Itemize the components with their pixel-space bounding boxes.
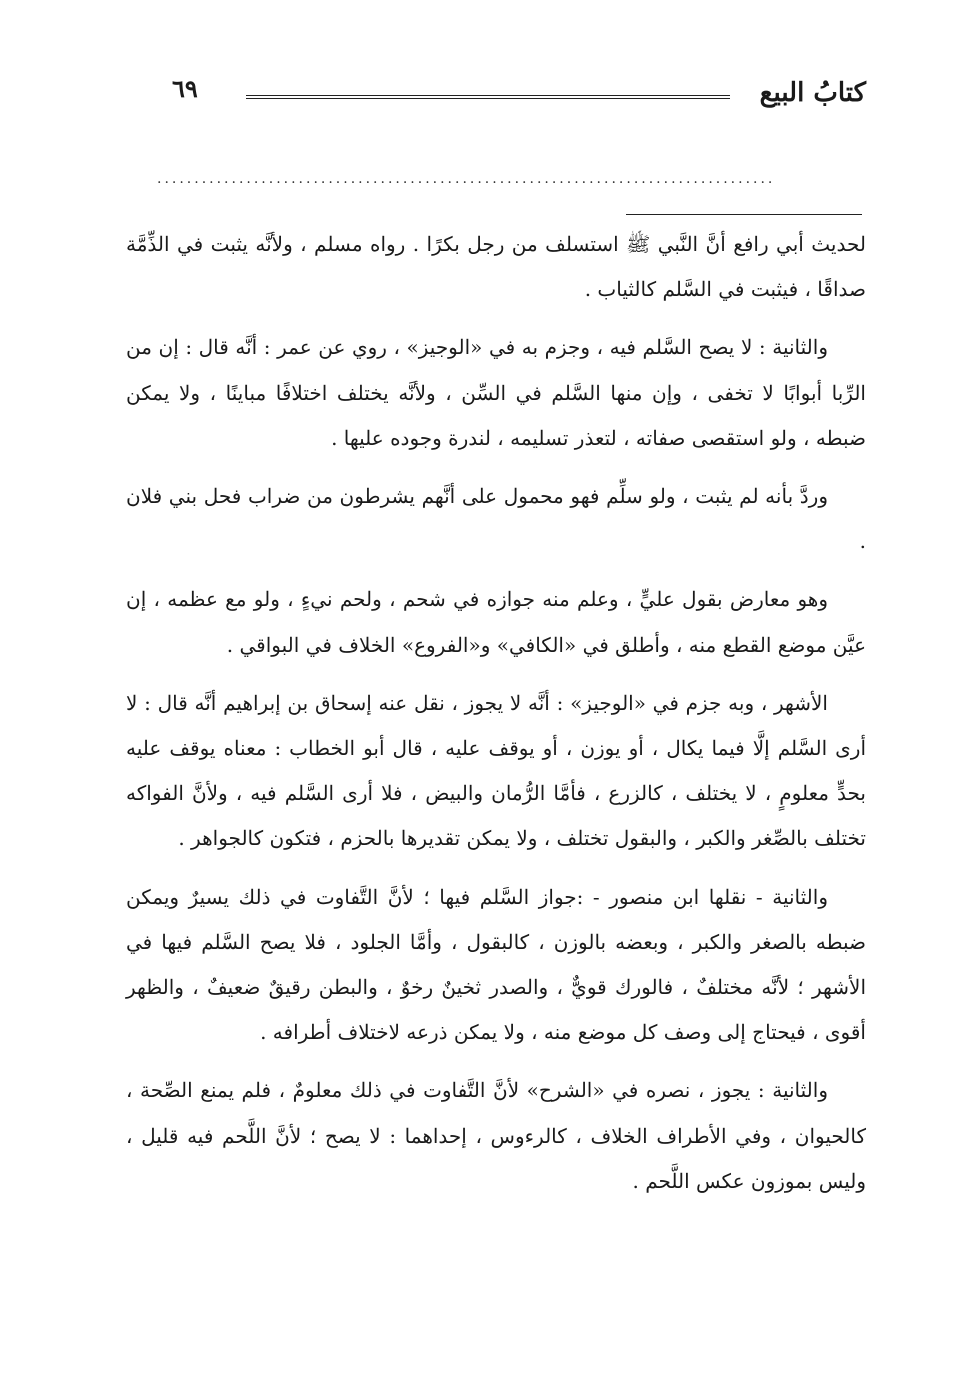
footnote-rule [626, 214, 862, 215]
header-rule [246, 95, 730, 99]
paragraph: والثانية : يجوز ، نصره في «الشرح» لأنَّ التَّفاوت في ذلك معلومٌ ، فلم يمنع الصِّحة ، كالحيوان ، وفي الأطراف الخلاف ، كالرءوس ، إحداهما : لا يصح ؛ لأنَّ اللَّحم فيه قليل ، وليس بموزون عكس اللَّحم . [126, 1078, 866, 1193]
dotted-separator: ................................................................................... [157, 174, 776, 184]
paragraph: لحديث أبي رافع أنَّ النَّبي ﷺ استسلف من رجل بكرًا . رواه مسلم ، ولأنَّه يثبت في الذِّمَّة صداقًا ، فيثبت في السَّلم كالثياب . [126, 232, 866, 302]
book-title: كتابُ البيع [759, 78, 866, 108]
page-header [128, 68, 866, 112]
paragraph: والثانية - نقلها ابن منصور - :جواز السَّلم فيها ؛ لأنَّ التَّفاوت في ذلك يسيرٌ ويمكن ضبطه بالصغر والكبر ، وبعضه بالوزن ، كالبقول ، وأمَّا الجلود ، فلا يصح السَّلم فيها في الأشهر ؛ لأنَّه مختلفٌ ، فالورك قويٌّ ، والصدر ثخينٌ رخوٌ ، والبطن رقيقٌ ضعيفٌ ، والظهر أقوى ، فيحتاج إلى وصف كل موضع منه ، ولا يمكن ذرعه لاختلاف أطرافه . [126, 884, 866, 1045]
paragraph: وهو معارض بقول عليٍّ ، وعلم منه جوازه في شحم ، ولحم نيءٍ ، ولو مع عظمه ، إن عيَّن موضع القطع منه ، وأطلق في «الكافي» و«الفروع» الخلاف في البواقي . [126, 587, 866, 657]
paragraph: والثانية : لا يصح السَّلم فيه ، وجزم به في «الوجيز» ، روي عن عمر : أنَّه قال : إن من الرِّبا أبوابًا لا تخفى ، وإن منها السَّلم في السِّن ، ولأنَّه يختلف اختلافًا مباينًا ، ولا يمكن ضبطه ، ولو استقصى صفاته ، لتعذر تسليمه ، لندرة وجوده عليها . [126, 335, 866, 450]
page-number: ٦٩ [172, 74, 198, 103]
paragraph: وردَّ بأنه لم يثبت ، ولو سلِّم فهو محمول على أنَّهم يشرطون من ضراب فحل بني فلان . [126, 484, 866, 554]
page-body [126, 222, 866, 1217]
paragraph: الأشهر ، وبه جزم في «الوجيز» : أنَّه لا يجوز ، نقل عنه إسحاق بن إبراهيم أنَّه قال : لا أرى السَّلم إلَّا فيما يكال ، أو يوزن ، أو يوقف عليه ، قال أبو الخطاب : معناه يوقف عليه بحدٍّ معلومٍ ، لا يختلف ، كالزرع ، فأمَّا الرُّمان والبيض ، فلا أرى السَّلم فيه ، ولأنَّ الفواكه تختلف بالصِّغر والكبر ، والبقول تختلف ، ولا يمكن تقديرها بالحزم ، فتكون كالجواهر . [126, 690, 866, 851]
